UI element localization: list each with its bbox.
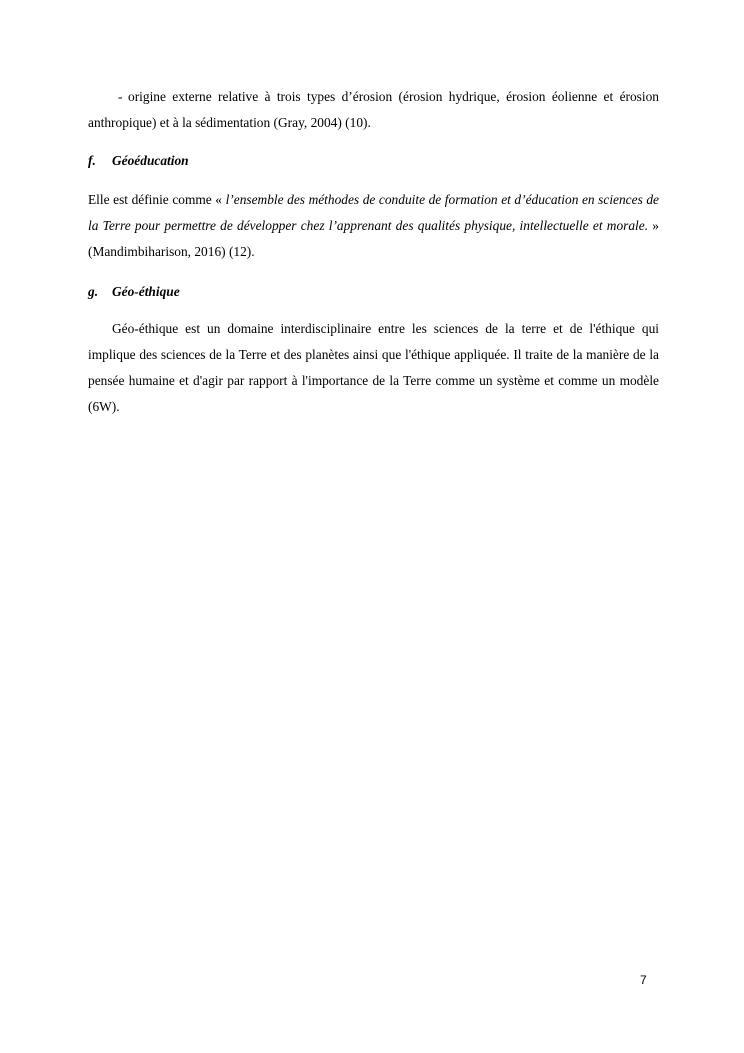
definition-citation: » (Mandimbiharison, 2016) (12). bbox=[88, 218, 659, 259]
bullet-marker: - bbox=[118, 89, 123, 104]
definition-intro: Elle est définie comme « bbox=[88, 192, 226, 207]
page-number: 7 bbox=[640, 973, 647, 987]
heading-geoeducation bbox=[88, 151, 189, 171]
heading-title: Géoéducation bbox=[112, 153, 189, 168]
definition-paragraph bbox=[88, 187, 659, 265]
bullet-text: origine externe relative à trois types d’érosion (érosion hydrique, érosion éolienne et érosion anthropique) et à la sédimentation (Gray, 2004) (10). bbox=[88, 89, 659, 130]
heading-title: Géo-éthique bbox=[112, 284, 180, 299]
definition-quote: l’ensemble des méthodes de conduite de formation et d’éducation en sciences de la Terre pour permettre de développer chez l’apprenant des qualités physique, intellectuelle et morale. bbox=[88, 192, 659, 233]
heading-geo-ethique bbox=[88, 282, 180, 302]
bullet-item bbox=[88, 84, 659, 136]
heading-letter: g. bbox=[88, 284, 99, 299]
heading-letter: f. bbox=[88, 153, 96, 168]
geo-ethique-paragraph: Géo-éthique est un domaine interdisciplinaire entre les sciences de la terre et de l'éthique qui implique des sciences de la Terre et des planètes ainsi que l'éthique appliquée. Il traite de la manière de la pensée humaine et d'agir par rapport à l'importance de la Terre comme un système et comme un modèle (6W). bbox=[88, 321, 659, 414]
document-page bbox=[88, 0, 659, 1053]
